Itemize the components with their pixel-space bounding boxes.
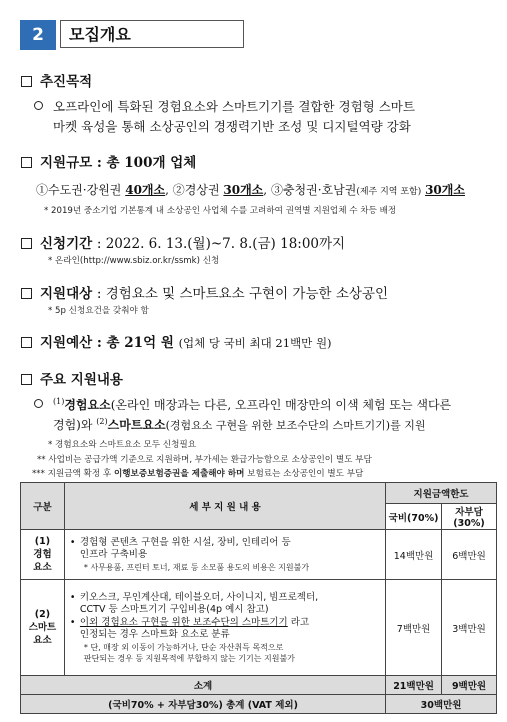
- row2-detail: • 키오스크, 무인계산대, 테이블오더, 사이니지, 빔프로젝터, CCTV 등 스마트기기 구입비용(4p 예시 참고) • 이외 경험요소 구현을 위한 보조수단의 스마트기기 라고 인정되는 경우 스마트화 요소로 분류 * 단, 매장 외 이동이 가능하거나, 단순 자산취득 목적으로 판단되는 경우 등 지원목적에 부합하지 않는 기기는 지원불가: [64, 580, 385, 676]
- table-row: [21, 530, 497, 580]
- section-title: 모집개요: [60, 20, 244, 48]
- checkbox-square-icon: [21, 76, 32, 87]
- checkbox-square-icon: [21, 337, 32, 348]
- scale-heading: 지원규모 : 총 100개 업체: [21, 151, 196, 171]
- table-row: [21, 580, 497, 676]
- content-heading: 주요 지원내용: [21, 368, 123, 388]
- purpose-line-1: 오프라인에 특화된 경험요소와 스마트기기를 결합한 경험형 스마트: [34, 97, 415, 115]
- subtotal-row: [21, 676, 497, 695]
- checkbox-square-icon: [21, 157, 32, 168]
- th-category: 구분: [21, 483, 65, 530]
- content-note-1: * 경험요소와 스마트요소 모두 신청필요: [48, 440, 197, 450]
- section-header: [20, 20, 244, 50]
- total-row: [21, 695, 497, 714]
- row2-self: 3백만원: [442, 580, 497, 676]
- th-gov: 국비(70%): [386, 504, 442, 530]
- row1-self: 6백만원: [442, 530, 497, 580]
- content-line-2: 경험)와 $^{(2)}$스마트요소(경험요소 구현을 위한 보조수단의 스마트기기)를 지원: [53, 417, 426, 432]
- checkbox-square-icon: [21, 374, 32, 385]
- circle-bullet-icon: [34, 101, 43, 110]
- total-label: (국비70% + 자부담30%) 총계 (VAT 제외): [21, 695, 386, 714]
- row1-category: (1) 경험 요소: [21, 530, 65, 580]
- th-self: 자부담(30%): [442, 504, 497, 530]
- scale-note: * 2019년 중소기업 기본통계 내 소상공인 사업체 수를 고려하여 권역별 지원업체 수 차등 배정: [44, 206, 397, 216]
- th-limit: 지원금액한도: [386, 483, 497, 504]
- purpose-heading: 추진목적: [21, 70, 92, 90]
- subtotal-gov: 21백만원: [386, 676, 442, 695]
- checkbox-square-icon: [21, 288, 32, 299]
- support-table: [20, 482, 497, 714]
- period-note: * 온라인(http://www.sbiz.or.kr/ssmk) 신청: [48, 256, 220, 266]
- th-detail: 세 부 지 원 내 용: [64, 483, 385, 530]
- target-heading: 지원대상 : 경험요소 및 스마트요소 구현이 가능한 소상공인: [21, 282, 388, 302]
- subtotal-label: 소계: [21, 676, 386, 695]
- row2-gov: 7백만원: [386, 580, 442, 676]
- content-note-2: ** 사업비는 공급가액 기준으로 지원하며, 부가세는 환급가능함으로 소상공인이 별도 부담: [37, 455, 372, 465]
- target-note: * 5p 신청요건을 갖춰야 함: [48, 306, 149, 316]
- content-note-3: *** 지원금액 확정 후 이행보증보험증권을 제출해야 하며 보험료는 소상공인이 별도 부담: [32, 469, 364, 479]
- period-heading: 신청기간 : 2022. 6. 13.(월)~7. 8.(금) 18:00까지: [21, 232, 345, 252]
- budget-heading: 지원예산 : 총 21억 원 (업체 당 국비 최대 21백만 원): [21, 331, 332, 351]
- total-value: 30백만원: [386, 695, 497, 714]
- circle-bullet-icon: [34, 399, 43, 408]
- row1-detail: • 경험형 콘텐츠 구현을 위한 시설, 장비, 인테리어 등 인프라 구축비용 * 사무용품, 프린터 토너, 재료 등 소모품 용도의 비용은 지원불가: [64, 530, 385, 580]
- purpose-line-2: 마켓 육성을 통해 소상공인의 경쟁력기반 조성 및 디지털역량 강화: [53, 119, 411, 134]
- row2-category: (2) 스마트 요소: [21, 580, 65, 676]
- section-number: 2: [20, 20, 56, 50]
- row1-gov: 14백만원: [386, 530, 442, 580]
- checkbox-square-icon: [21, 238, 32, 249]
- scale-regions: ①수도권·강원권 40개소, ②경상권 30개소, ③충청권·호남권(제주 지역 포함) 30개소: [36, 183, 465, 197]
- subtotal-self: 9백만원: [442, 676, 497, 695]
- content-line-1: $^{(1)}$경험요소(온라인 매장과는 다른, 오프라인 매장만의 이색 체험 또는 색다른: [34, 396, 451, 413]
